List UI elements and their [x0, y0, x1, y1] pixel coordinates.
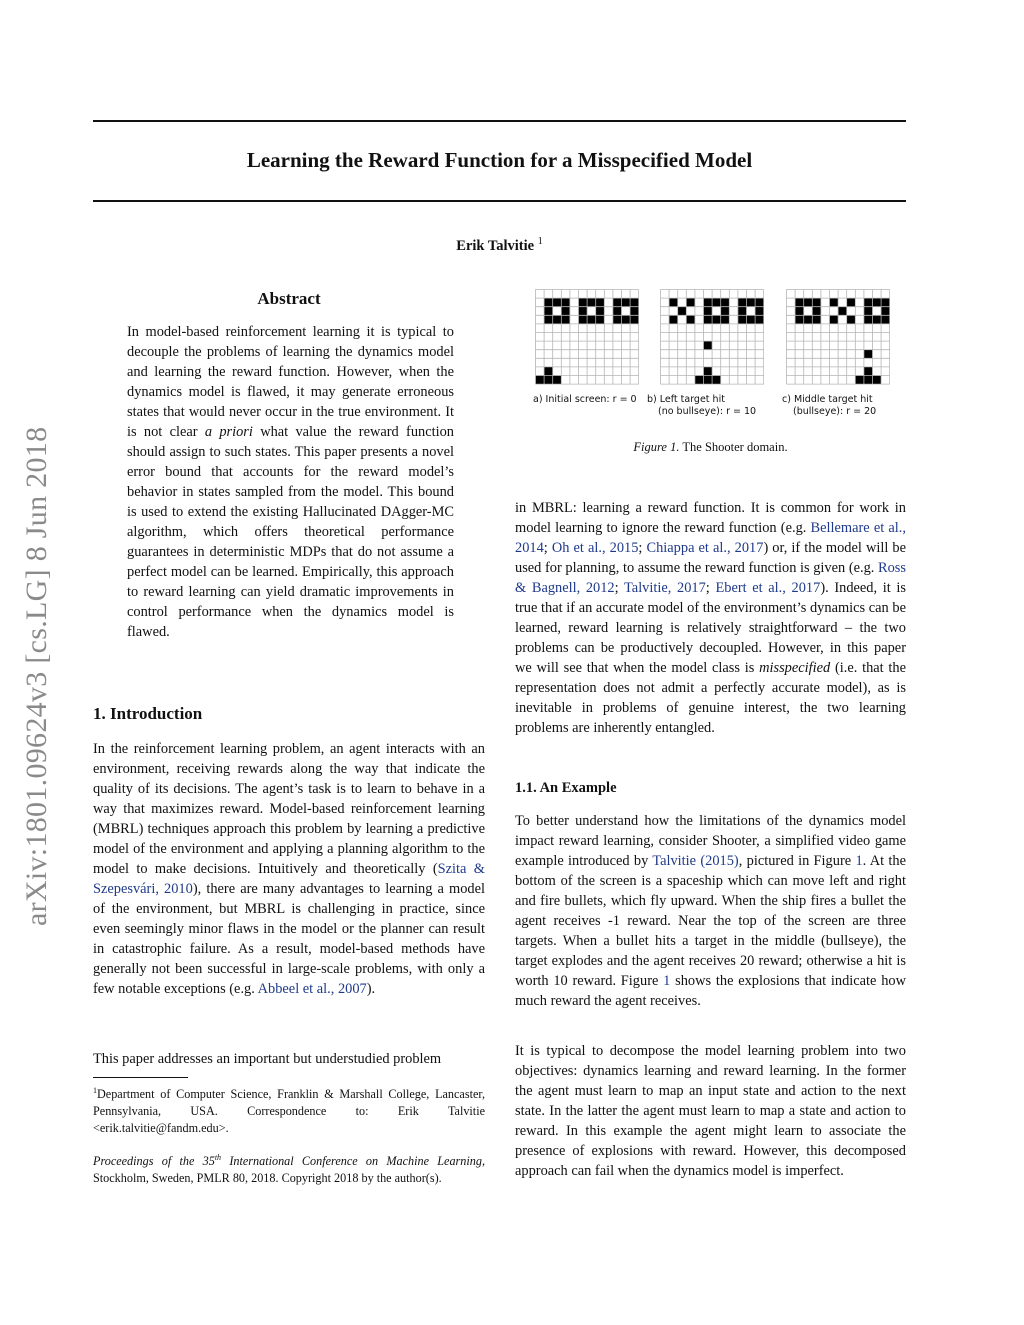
bullseye-cell: [630, 298, 639, 307]
panel-caption-a: a) Initial screen: r = 0: [533, 394, 637, 405]
ship-cell: [864, 376, 873, 385]
bullseye-cell: [755, 307, 764, 316]
bullseye-cell: [587, 298, 596, 307]
bullseye-cell: [579, 298, 588, 307]
section-heading-introduction: 1. Introduction: [93, 704, 203, 723]
figure-caption: Figure 1. The Shooter domain.: [633, 440, 788, 454]
intro-paragraph-1: In the reinforcement learning problem, an agent interacts with an environment, receiving rewards along the way that indicate the quality of its decisions. The agent’s task is to learn to behave in a way that maximizes reward. Model-based reinforcement learning (MBRL) techniques approach this problem by learning a predictive model of the environment and applying a planning algorithm to the model to make decisions. Intuitively and theoretically (Szita & Szepesvári, 2010), there are many advantages to learning a model of the environment, but MBRL is challenging in practice, since even seemingly minor flaws in the model or the planner can result in catastrophic failure. As a result, model-based methods have generally not been successful in large-scale problems, with only a few notable exceptions (e.g. Abbeel et al., 2007).: [93, 741, 485, 997]
subsection-heading-example: 1.1. An Example: [515, 780, 617, 796]
arxiv-stamp: arXiv:1801.09624v3 [cs.LG] 8 Jun 2018: [20, 426, 53, 926]
bullseye-cell: [622, 315, 631, 324]
bullseye-cell: [561, 307, 570, 316]
bullseye-cell: [553, 298, 562, 307]
panel-reward-c: (bullseye): r = 20: [793, 406, 877, 417]
bullseye-cell: [579, 315, 588, 324]
ship-cell: [712, 376, 721, 385]
bullseye-cell: [755, 315, 764, 324]
bullseye-cell: [795, 307, 804, 316]
bullseye-cell: [864, 307, 873, 316]
bullseye-cell: [561, 298, 570, 307]
right-paragraph-2: To better understand how the limitations of the dynamics model impact reward learning, consider Shooter, a simplified video game example introduced by Talvitie (2015), pictured in Figure 1. At the bottom of the screen is a spaceship which can move left and right and fire bullets, which fly upward. When the ship fires a bullet the agent receives -1 reward. Near the top of the screen are three targets. When a bullet hits a target in the middle (bullseye), the target explodes and the agent receives 20 reward; otherwise a hit is worth 10 reward. Figure 1 shows the explosions that indicate how much reward the agent receives.: [515, 813, 907, 1009]
bullseye-cell: [812, 298, 821, 307]
bullseye-cell: [596, 307, 605, 316]
bullseye-cell: [579, 307, 588, 316]
ship-cell: [704, 376, 713, 385]
bullseye-cell: [553, 315, 562, 324]
bullseye-cell: [721, 315, 730, 324]
author-name: Erik Talvitie: [456, 237, 535, 254]
bullseye-cell: [795, 298, 804, 307]
bullseye-cell: [812, 307, 821, 316]
ship-cell: [704, 367, 713, 376]
figure-ref-1b[interactable]: 1: [663, 973, 671, 989]
proceedings-note: Proceedings of the 35th International Conference on Machine Learning, Stockholm, Sweden, PMLR 80, 2018. Copyright 2018 by the author(s).: [93, 1153, 485, 1186]
bullseye-cell: [881, 298, 890, 307]
bullseye-cell: [881, 307, 890, 316]
bullseye-cell: [704, 307, 713, 316]
citation-oh[interactable]: Oh et al., 2015: [551, 540, 639, 556]
bullseye-cell: [704, 298, 713, 307]
intro-paragraph-2: This paper addresses an important but understudied problem: [93, 1051, 442, 1067]
paper-title: Learning the Reward Function for a Misspecified Model: [246, 148, 753, 172]
explosion-cell: [669, 315, 678, 324]
ship-cell: [695, 376, 704, 385]
explosion-cell: [686, 315, 695, 324]
bullseye-cell: [881, 315, 890, 324]
right-paragraph-1: in MBRL: learning a reward function. It is common for work in model learning to ignore the reward function (e.g. Bellemare et al., 2014; Oh et al., 2015; Chiappa et al., 2017) or, if the model will be used for planning, to assume the reward function is given (e.g. Ross & Bagnell, 2012; Talvitie, 2017; Ebert et al., 2017). Indeed, it is true that if an accurate model of the environment’s dynamics can be learned, reward learning is relatively straightforward – the two problems can be productively decoupled. However, in this paper we will see that when the model class is misspecified (i.e. that the representation does not admit a perfectly accurate model), as is inevitable in problems of genuine interest, the two learning problems are inherently entangled.: [515, 500, 906, 736]
shooter-grid-c: [786, 289, 890, 385]
abstract-heading: Abstract: [257, 289, 321, 308]
explosion-cell: [847, 315, 856, 324]
top-rule: [93, 120, 906, 122]
bullseye-cell: [747, 315, 756, 324]
bullet-cell: [704, 341, 713, 350]
ship-cell: [553, 376, 562, 385]
abstract-text: In model-based reinforcement learning it is typical to decouple the problems of learning the dynamics model and learning the reward function. However, when the dynamics model is flawed, it may generate erroneous states that would never occur in the true environment. It is not clear a priori what value the reward function should assign to such states. This paper presents a novel error bound that accounts for the reward model’s behavior in states sampled from the model. This bound is used to extend the existing Hallucinated DAgger-MC algorithm, which offers theoretical performance guarantees in deterministic MDPs that do not assume a perfect model can be learned. Empirically, this approach to reward learning can yield dramatic improvements in control performance when the dynamics model is flawed.: [127, 324, 454, 640]
bullseye-cell: [738, 307, 747, 316]
ship-cell: [544, 376, 553, 385]
bullseye-cell: [804, 298, 813, 307]
bullseye-cell: [587, 315, 596, 324]
citation-szita[interactable]: Szita & Szepesvári, 2010: [93, 861, 485, 897]
bullseye-cell: [704, 315, 713, 324]
bullseye-cell: [596, 298, 605, 307]
citation-ross-bagnell[interactable]: Ross & Bagnell, 2012: [515, 560, 906, 596]
bullseye-cell: [864, 298, 873, 307]
panel-caption-c: c) Middle target hit: [782, 394, 873, 405]
ship-cell: [864, 367, 873, 376]
citation-bellemare[interactable]: Bellemare et al., 2014: [515, 520, 906, 556]
explosion-cell: [678, 307, 687, 316]
title-bottom-rule: [93, 200, 906, 202]
ship-cell: [855, 376, 864, 385]
bullseye-cell: [622, 298, 631, 307]
explosion-cell: [847, 298, 856, 307]
bullseye-cell: [795, 315, 804, 324]
panel-reward-b: (no bullseye): r = 10: [658, 406, 757, 417]
bullseye-cell: [613, 307, 622, 316]
explosion-cell: [830, 298, 839, 307]
bullseye-cell: [561, 315, 570, 324]
citation-talvitie-2017[interactable]: Talvitie, 2017: [624, 580, 706, 596]
bullseye-cell: [804, 315, 813, 324]
bullet-cell: [864, 350, 873, 359]
bullseye-cell: [712, 315, 721, 324]
bullseye-cell: [630, 307, 639, 316]
shooter-grid-b: [660, 289, 764, 385]
figure-ref-1[interactable]: 1: [855, 853, 863, 869]
bullseye-cell: [738, 315, 747, 324]
bullseye-cell: [864, 315, 873, 324]
bullseye-cell: [544, 298, 553, 307]
explosion-cell: [669, 298, 678, 307]
bullseye-cell: [873, 315, 882, 324]
bullseye-cell: [812, 315, 821, 324]
citation-chiappa[interactable]: Chiappa et al., 2017: [646, 540, 764, 556]
author-line: [93, 236, 906, 255]
bullseye-cell: [721, 307, 730, 316]
explosion-cell: [838, 307, 847, 316]
right-paragraph-3: It is typical to decompose the model learning problem into two objectives: dynamics learning and reward learning. In the former the agent must learn to map an input state and action to the next state. In the latter the agent must learn to map a state and action to reward. In this example the agent might learn to associate the presence of explosions with reward. However, this decomposed approach can fail when the dynamics model is imperfect.: [515, 1043, 906, 1179]
explosion-cell: [686, 298, 695, 307]
bullseye-cell: [755, 298, 764, 307]
bullseye-cell: [721, 298, 730, 307]
bullseye-cell: [613, 298, 622, 307]
ship-cell: [873, 376, 882, 385]
footnote-rule: [93, 1077, 188, 1078]
panel-caption-b: b) Left target hit: [647, 394, 725, 405]
author-affil-mark: 1: [537, 236, 543, 247]
bullseye-cell: [630, 315, 639, 324]
bullseye-cell: [544, 315, 553, 324]
citation-abbeel[interactable]: Abbeel et al., 2007: [257, 981, 367, 997]
shooter-grid-a: [535, 289, 639, 385]
bullseye-cell: [596, 315, 605, 324]
bullseye-cell: [738, 298, 747, 307]
citation-ebert[interactable]: Ebert et al., 2017: [715, 580, 821, 596]
bullseye-cell: [544, 307, 553, 316]
citation-talvitie-2015[interactable]: Talvitie (2015): [652, 853, 739, 869]
ship-cell: [536, 376, 545, 385]
bullseye-cell: [873, 298, 882, 307]
bullseye-cell: [747, 298, 756, 307]
ship-cell: [544, 367, 553, 376]
bullseye-cell: [712, 298, 721, 307]
explosion-cell: [830, 315, 839, 324]
bullseye-cell: [613, 315, 622, 324]
affiliation-footnote: $^1$Department of Computer Science, Franklin & Marshall College, Lancaster, Pennsylvania, USA. Correspondence to: Erik Talvitie <erik.talvitie@fandm.edu>.: [93, 1086, 485, 1136]
